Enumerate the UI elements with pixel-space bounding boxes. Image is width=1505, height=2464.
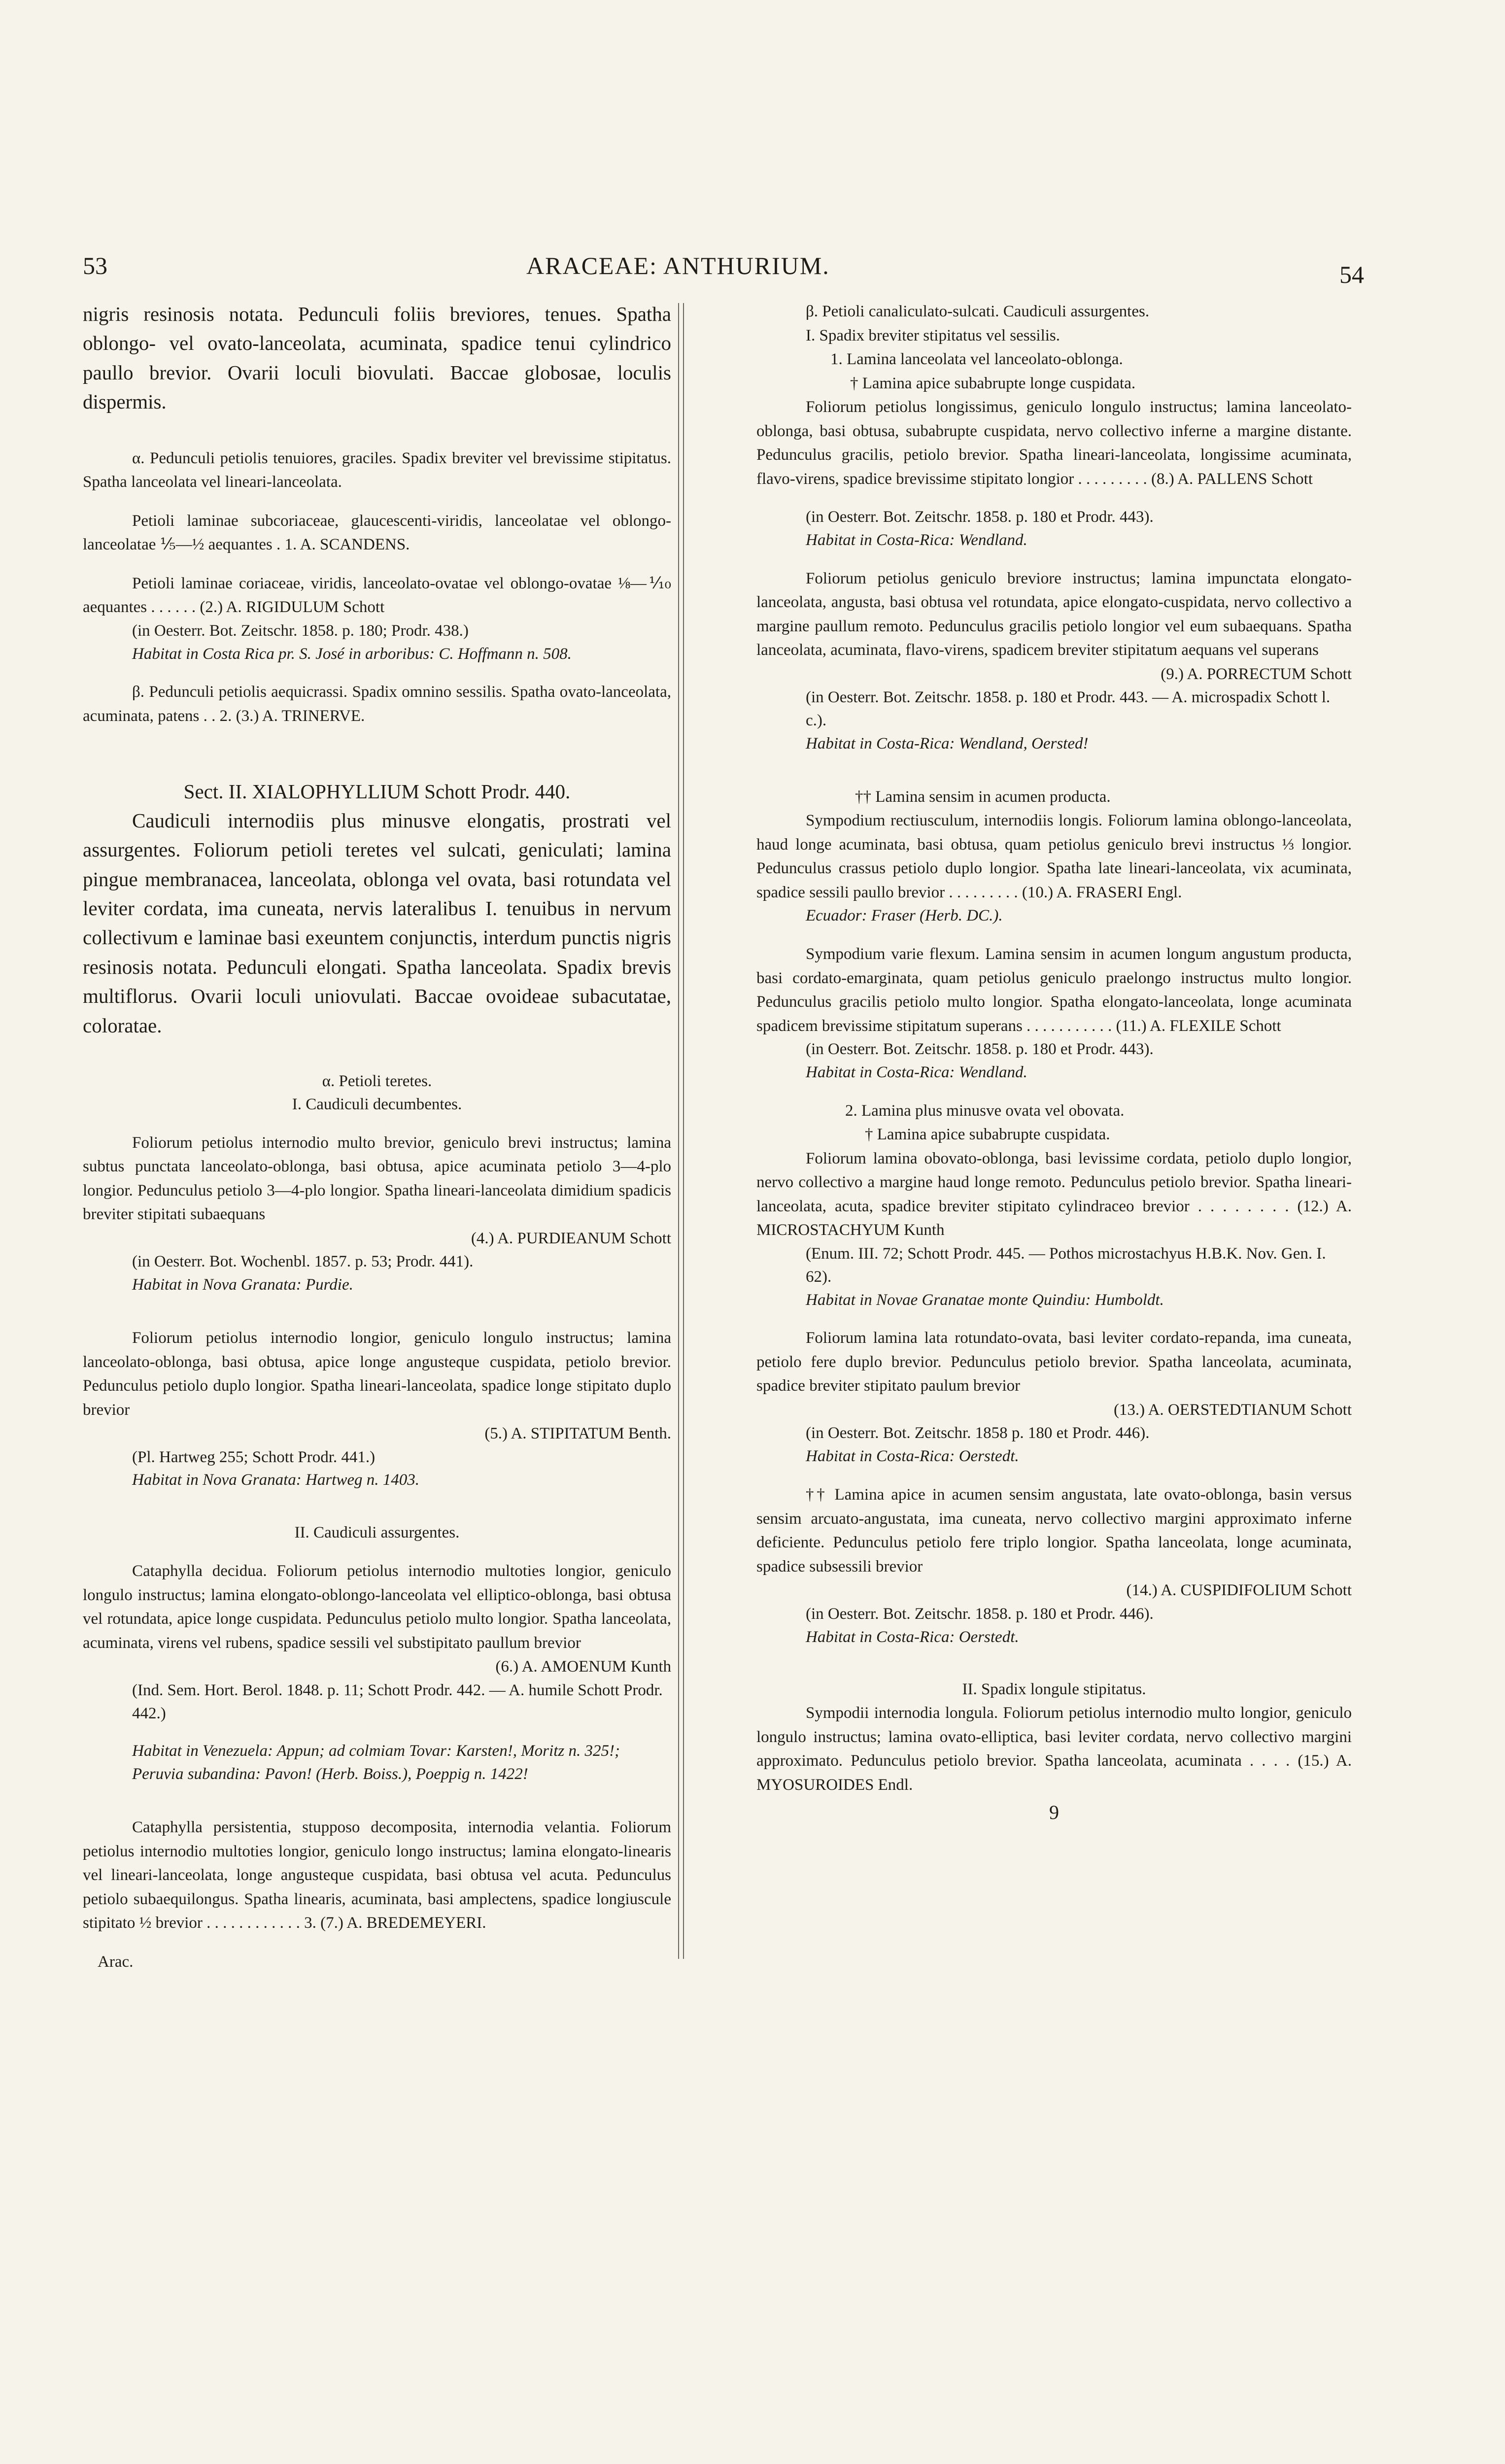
section-title: Sect. II. XIALOPHYLLIUM Schott Prodr. 440. <box>183 780 571 803</box>
species-porrectum: Foliorum petiolus geniculo breviore instructus; lamina impunctata elongato-lanceolata, angusta, basi obtusa vel rotundata, apice elongato-cuspidata, nervo collectivo a margine paullum remoto. Pedunculus gracilis petiolo longior vel eum subaequans. Spatha lanceolata, acuminata, flavo-virens, spadicem breviter stipitatum aequans vel superans <box>756 569 1352 659</box>
porrectum-name: (9.) A. PORRECTUM Schott <box>1161 665 1352 683</box>
amoenum-reference: (Ind. Sem. Hort. Berol. 1848. p. 11; Schott Prodr. 442. — A. humile Schott Prodr. 442.) <box>132 1681 663 1722</box>
species-trinerve: β. Pedunculi petiolis aequicrassi. Spadix omnino sessilis. Spatha ovato-lanceolata, acuminata, patens . . 2. (3.) A. TRINERVE. <box>83 683 671 725</box>
key-acumen-producta: †† Lamina sensim in acumen producta. <box>855 787 1111 806</box>
purdieanum-name: (4.) A. PURDIEANUM Schott <box>471 1229 671 1247</box>
species-microstachyum: Foliorum lamina obovato-oblonga, basi levissime cordata, petiolo duplo longior, nervo collectivo a margine haud longe remoto. Pedunculus petiolo brevior. Spatha lineari-lanceolata, acuta, spadice breviter stipitato cylindraceo brevior . . . . . . . . (12.) A. MICROSTACHYUM Kunth <box>756 1149 1352 1239</box>
key-lamina-lanceolata: 1. Lamina lanceolata vel lanceolato-oblonga. <box>830 350 1123 368</box>
species-fraseri: Sympodium rectiusculum, internodiis longis. Foliorum lamina oblongo-lanceolata, haud longe acuminata, basi obtusa, quam petiolus geniculo brevi instructus ⅓ longior. Pedunculus crassus petiolo duplo longior. Spatha late lineari-lanceolata, vix acuminata, spadice sessili paullo brevior . . . . . . . . . (10.) A. FRASERI Engl. <box>756 812 1352 901</box>
species-flexile: Sympodium varie flexum. Lamina sensim in acumen longum angustum producta, basi cordato-emarginata, quam petiolus geniculo praelongo instructus multo longior. Pedunculus gracilis petiolo multo longior. Spatha elongato-lanceolata, longe acuminata spadicem brevissime stipitatum superans . . . . . . . . . . . (11.) A. FLEXILE Schott <box>756 945 1352 1035</box>
fraseri-habitat: Ecuador: Fraser (Herb. DC.). <box>806 907 1003 925</box>
amoenum-habitat: Habitat in Venezuela: Appun; ad colmiam Tovar: Karsten!, Moritz n. 325!; Peruvia subandina: Pavon! (Herb. Boiss.), Poeppig n. 1422! <box>132 1742 620 1783</box>
species-stipitatum: Foliorum petiolus internodio longior, geniculo longulo instructus; lamina lanceolato-oblonga, basi obtusa, apice longe angusteque cuspidata, petiolo brevior. Pedunculus petiolo duplo longior. Spatha lineari-lanceolata, spadice longe stipitato duplo brevior <box>83 1329 671 1419</box>
amoenum-name: (6.) A. AMOENUM Kunth <box>495 1658 671 1676</box>
right-column <box>756 300 1352 1847</box>
oerstedtianum-habitat: Habitat in Costa-Rica: Oerstedt. <box>806 1447 1019 1466</box>
key-alpha-teretes: α. Petioli teretes. <box>322 1072 432 1091</box>
species-purdieanum: Foliorum petiolus internodio multo brevior, geniculo brevi instructus; lamina subtus punctata lanceolato-oblonga, basi obtusa, apice acuminata petiolo 3—4-plo longior. Pedunculus petiolo 3—4-plo longior. Spatha lineari-lanceolata dimidium spadicis breviter stipitati subaequans <box>83 1133 671 1224</box>
intro-paragraph: nigris resinosis notata. Pedunculi foliis breviores, tenues. Spatha oblongo- vel ovato-lanceolata, acuminata, spadice tenui cylindrico paullo brevior. Ovarii loculi biovulati. Baccae globosae, loculis dispermis. <box>83 303 671 413</box>
flexile-habitat: Habitat in Costa-Rica: Wendland. <box>806 1063 1027 1082</box>
footer-signature-left: Arac. <box>98 1952 134 1971</box>
microstachyum-habitat: Habitat in Novae Granatae monte Quindiu: Humboldt. <box>806 1291 1164 1309</box>
porrectum-habitat: Habitat in Costa-Rica: Wendland, Oersted! <box>806 734 1089 753</box>
column-divider <box>678 303 684 1959</box>
oerstedtianum-name: (13.) A. OERSTEDTIANUM Schott <box>1113 1401 1352 1419</box>
rigidulum-reference: (in Oesterr. Bot. Zeitschr. 1858. p. 180; Prodr. 438.) <box>132 621 469 640</box>
species-amoenum: Cataphylla decidua. Foliorum petiolus internodio multoties longior, geniculo longulo instructus; lamina elongato-oblongo-lanceolata vel elliptico-oblonga, basi obtusa vel rotundata, apice longe cuspidata. Pedunculus petiolo multo longior. Spatha lanceolata, acuminata, virens vel rubens, spadice sessili vel substipitato paullum brevior <box>83 1562 671 1652</box>
oerstedtianum-reference: (in Oesterr. Bot. Zeitschr. 1858 p. 180 et Prodr. 446). <box>806 1424 1150 1442</box>
key-apice-cuspidata: † Lamina apice subabrupte longe cuspidata. <box>850 374 1136 392</box>
microstachyum-reference: (Enum. III. 72; Schott Prodr. 445. — Pothos microstachyus H.B.K. Nov. Gen. I. 62). <box>806 1244 1326 1286</box>
key-beta: β. Petioli canaliculato-sulcati. Caudiculi assurgentes. <box>806 303 1150 320</box>
species-cuspidifolium: †† Lamina apice in acumen sensim angustata, late ovato-oblonga, basin versus sensim arcuato-angustata, ima cuneata, nervo collectivo margini approximato inferne deficiente. Pedunculus petiolo fere triplo longior. Spatha lanceolata, longe acuminata, spadice subsessili brevior <box>756 1486 1352 1575</box>
left-column <box>83 300 671 1974</box>
running-title: ARACEAE: ANTHURIUM. <box>526 252 830 279</box>
purdieanum-habitat: Habitat in Nova Granata: Purdie. <box>132 1276 353 1294</box>
right-page-number: 54 <box>1339 261 1364 288</box>
species-rigidulum: Petioli laminae coriaceae, viridis, lanceolato-ovatae vel oblongo-ovatae ⅛—⅒ aequantes . . . . . . (2.) A. RIGIDULUM Schott <box>83 574 671 616</box>
porrectum-reference: (in Oesterr. Bot. Zeitschr. 1858. p. 180 et Prodr. 443. — A. microspadix Schott l. c.). <box>806 688 1331 730</box>
purdieanum-reference: (in Oesterr. Bot. Wochenbl. 1857. p. 53; Prodr. 441). <box>132 1253 474 1271</box>
flexile-reference: (in Oesterr. Bot. Zeitschr. 1858. p. 180 et Prodr. 443). <box>806 1040 1154 1059</box>
species-myosuroides: Sympodii internodia longula. Foliorum petiolus internodio multo longior, geniculo longulo instructus; lamina ovato-elliptica, basi leviter cordata, nervo collectivo margini approximato. Pedunculus petiolo brevior. Spatha lanceolata, acuminata . . . . (15.) A. MYOSUROIDES Endl. <box>756 1704 1352 1794</box>
rigidulum-habitat: Habitat in Costa Rica pr. S. José in arboribus: C. Hoffmann n. 508. <box>132 645 572 663</box>
key-alpha: α. Pedunculi petiolis tenuiores, graciles. Spadix breviter vel brevissime stipitatus. Spatha lanceolata vel lineari-lanceolata. <box>83 449 671 491</box>
signature-mark: 9 <box>1049 1801 1059 1824</box>
species-bredemeyeri: Cataphylla persistentia, stupposo decomposita, internodia velantia. Foliorum petiolus internodio multoties longior, geniculo longo instructus; lamina elongato-linearis vel lineari-lanceolata, longe angusteque cuspidata, basi obtusa vel acuta. Pedunculus petiolo subaequilongus. Spatha linearis, acuminata, basi amplectens, spadice longiuscule stipitato ½ brevior . . . . . . . . . . . . 3. (7.) A. BREDEMEYERI. <box>83 1818 671 1932</box>
key-lamina-ovata: 2. Lamina plus minusve ovata vel obovata. <box>845 1101 1125 1120</box>
species-pallens: Foliorum petiolus longissimus, geniculo longulo instructus; lamina lanceolato-oblonga, basi obtusa, subabrupte cuspidata, nervo collectivo inferne a margine distante. Pedunculus gracilis, petiolo brevior. Spatha lineari-lanceolata, longissime acuminata, flavo-virens, spadice brevissime stipitato longior . . . . . . . . . (8.) A. PALLENS Schott <box>756 398 1352 488</box>
section-description: Caudiculi internodiis plus minusve elongatis, prostrati vel assurgentes. Foliorum petioli teretes vel sulcati, geniculati; lamina pingue membranacea, lanceolata, oblonga vel ovata, basi rotundata vel leviter cordata, ima cuneata, nervis lateralibus I. tenuibus in nervum collectivum e laminae basi exeuntem conjunctis, interdum punctis nigris resinosis notata. Pedunculi elongati. Spatha lanceolata. Spadix brevis multiflorus. Ovarii loculi uniovulati. Baccae ovoideae subacutatae, coloratae. <box>83 809 671 1037</box>
cuspidifolium-habitat: Habitat in Costa-Rica: Oerstedt. <box>806 1628 1019 1646</box>
pallens-reference: (in Oesterr. Bot. Zeitschr. 1858. p. 180 et Prodr. 443). <box>806 508 1154 526</box>
key-spadix-longule: II. Spadix longule stipitatus. <box>962 1680 1146 1699</box>
cuspidifolium-name: (14.) A. CUSPIDIFOLIUM Schott <box>1126 1581 1352 1600</box>
species-scandens: Petioli laminae subcoriaceae, glaucescenti-viridis, lanceolatae vel oblongo-lanceolatae ⅕—½ aequantes . 1. A. SCANDENS. <box>83 512 671 554</box>
pallens-habitat: Habitat in Costa-Rica: Wendland. <box>806 531 1027 549</box>
key-spadix-stipitatus: I. Spadix breviter stipitatus vel sessilis. <box>806 326 1060 344</box>
key-caudiculi-assurgentes: II. Caudiculi assurgentes. <box>294 1524 460 1542</box>
left-page-number: 53 <box>83 252 107 279</box>
key-subabrupte-cuspidata: † Lamina apice subabrupte cuspidata. <box>865 1126 1110 1144</box>
species-oerstedtianum: Foliorum lamina lata rotundato-ovata, basi leviter cordato-repanda, ima cuneata, petiolo fere duplo brevior. Pedunculus petiolo brevior. Spatha lanceolata, acuminata, spadice breviter stipitato paulum brevior <box>756 1329 1352 1395</box>
stipitatum-habitat: Habitat in Nova Granata: Hartweg n. 1403. <box>132 1471 419 1489</box>
running-header <box>83 246 1364 286</box>
key-caudiculi-decumbentes: I. Caudiculi decumbentes. <box>292 1095 462 1114</box>
cuspidifolium-reference: (in Oesterr. Bot. Zeitschr. 1858. p. 180 et Prodr. 446). <box>806 1605 1154 1623</box>
stipitatum-reference: (Pl. Hartweg 255; Schott Prodr. 441.) <box>132 1448 376 1466</box>
stipitatum-name: (5.) A. STIPITATUM Benth. <box>484 1425 671 1443</box>
